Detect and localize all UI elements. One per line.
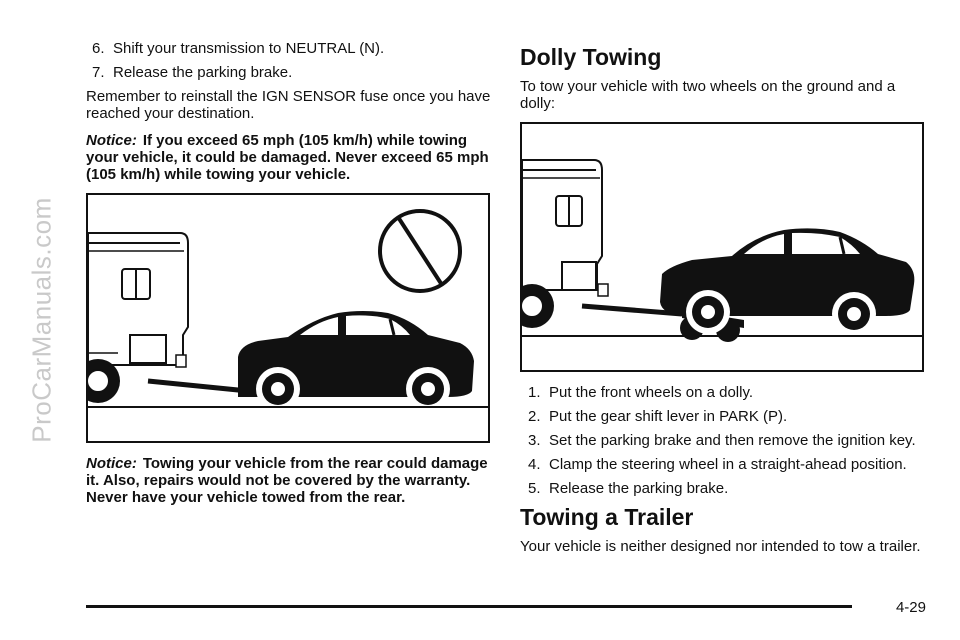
step-list-continued bbox=[86, 40, 492, 81]
list-item bbox=[92, 64, 492, 81]
motorhome-icon bbox=[522, 160, 608, 328]
rear-tow-prohibited-illustration bbox=[86, 193, 490, 443]
step-number: 2. bbox=[528, 408, 541, 425]
step-text: Clamp the steering wheel in a straight-ahead position. bbox=[549, 456, 907, 473]
fuse-reminder: Remember to reinstall the IGN SENSOR fuse once you have reached your destination. bbox=[86, 88, 491, 122]
dolly-intro: To tow your vehicle with two wheels on the ground and a dolly: bbox=[520, 78, 896, 112]
step-text: Set the parking brake and then remove the ignition key. bbox=[549, 432, 916, 449]
watermark: ProCarManuals.com bbox=[26, 197, 57, 443]
motorhome-icon bbox=[88, 233, 188, 403]
dolly-towing-heading: Dolly Towing bbox=[520, 44, 662, 70]
step-text: Release the parking brake. bbox=[549, 480, 729, 497]
dolly-tow-diagram bbox=[522, 124, 922, 370]
step-number: 3. bbox=[528, 432, 541, 449]
notice-speed bbox=[86, 132, 492, 183]
footer-rule bbox=[86, 605, 852, 608]
step-text: Release the parking brake. bbox=[113, 64, 293, 81]
list-item bbox=[528, 480, 925, 497]
prohibited-icon bbox=[380, 211, 460, 291]
list-item bbox=[528, 432, 925, 449]
notice-text: Towing your vehicle from the rear could damage it. Also, repairs would not be covered by the warranty. Never have your vehicle towed from the rear. bbox=[86, 455, 488, 506]
sedan-icon bbox=[238, 311, 474, 411]
sedan-icon bbox=[660, 228, 914, 336]
towing-trailer-heading: Towing a Trailer bbox=[520, 504, 694, 530]
tow-bar bbox=[148, 381, 248, 391]
list-item bbox=[528, 408, 925, 425]
dolly-steps bbox=[520, 384, 925, 497]
notice-text: If you exceed 65 mph (105 km/h) while towing your vehicle, it could be damaged. Never exceed 65 mph (105 km/h) while towing your vehicle. bbox=[86, 132, 489, 183]
step-number: 7. bbox=[92, 64, 105, 81]
step-text: Put the gear shift lever in PARK (P). bbox=[549, 408, 788, 425]
page-number: 4-29 bbox=[895, 599, 926, 616]
dolly-tow-illustration bbox=[520, 122, 924, 372]
step-number: 6. bbox=[92, 40, 105, 57]
right-column bbox=[520, 44, 925, 565]
trailer-text: Your vehicle is neither designed nor intended to tow a trailer. bbox=[520, 538, 921, 555]
step-number: 5. bbox=[528, 480, 541, 497]
list-item bbox=[528, 456, 925, 473]
list-item bbox=[92, 40, 492, 57]
notice-label: Notice: bbox=[86, 132, 137, 149]
step-text: Shift your transmission to NEUTRAL (N). bbox=[113, 40, 385, 57]
flat-tow-diagram bbox=[88, 195, 488, 441]
step-text: Put the front wheels on a dolly. bbox=[549, 384, 754, 401]
list-item bbox=[528, 384, 925, 401]
notice-rear-tow bbox=[86, 455, 492, 506]
step-number: 4. bbox=[528, 456, 541, 473]
notice-label: Notice: bbox=[86, 455, 137, 472]
step-number: 1. bbox=[528, 384, 541, 401]
left-column bbox=[86, 40, 492, 516]
